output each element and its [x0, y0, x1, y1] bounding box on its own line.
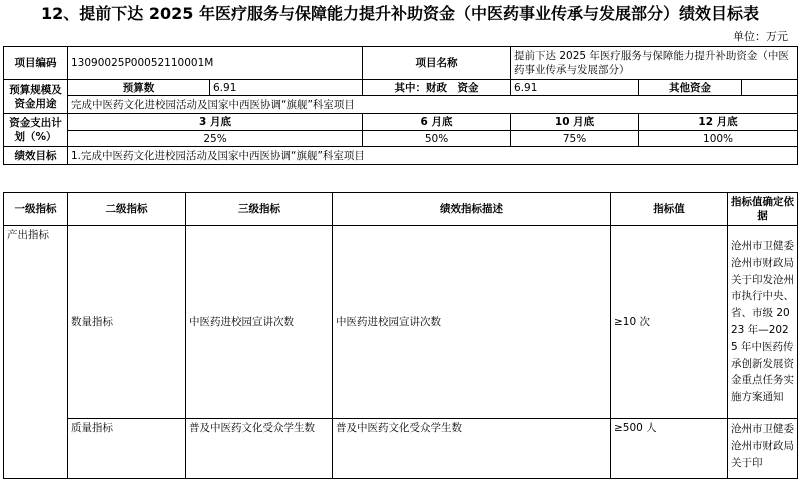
level3-indicator: 中医药进校园宣讲次数	[186, 226, 333, 419]
project-name-label: 项目名称	[363, 47, 511, 80]
expenditure-plan-label: 资金支出计划（%）	[4, 114, 68, 147]
percent-q4: 100%	[639, 131, 798, 147]
header-level1: 一级指标	[4, 193, 68, 226]
indicator-desc: 中医药进校园宣讲次数	[333, 226, 611, 419]
other-funds	[742, 80, 798, 96]
level2-indicator: 数量指标	[68, 226, 186, 419]
unit-label: 单位：万元	[733, 30, 788, 43]
month-q4: 12 月底	[639, 114, 798, 131]
level2-indicator: 质量指标	[68, 419, 186, 479]
header-desc: 绩效指标描述	[333, 193, 611, 226]
percent-q1: 25%	[68, 131, 363, 147]
budget-scale-label: 预算规模及资金用途	[4, 80, 68, 114]
budget-amount: 6.91	[210, 80, 363, 96]
month-q3: 10 月底	[511, 114, 639, 131]
indicator-value: ≥10 次	[611, 226, 728, 419]
month-q2: 6 月底	[363, 114, 511, 131]
level3-indicator: 普及中医药文化受众学生数	[186, 419, 333, 479]
fiscal-funds-label: 其中：财政 资金	[363, 80, 511, 96]
indicator-basis: 沧州市卫健委沧州市财政局关于印发沧州市执行中央、省、市级 2023 年—2025 年中医药传承创新发展资金重点任务实施方案通知	[728, 226, 798, 419]
project-info-table	[3, 46, 798, 165]
header-level2: 二级指标	[68, 193, 186, 226]
project-name: 提前下达 2025 年医疗服务与保障能力提升补助资金（中医药事业传承与发展部分）	[511, 47, 798, 80]
fund-use: 完成中医药文化进校园活动及国家中西医协调“旗舰”科室项目	[68, 96, 798, 114]
percent-q3: 75%	[511, 131, 639, 147]
other-funds-label: 其他资金	[639, 80, 742, 96]
project-code-label: 项目编码	[4, 47, 68, 80]
budget-amount-label: 预算数	[68, 80, 210, 96]
fiscal-funds: 6.91	[511, 80, 639, 96]
indicator-basis: 沧州市卫健委沧州市财政局关于印	[728, 419, 798, 479]
page-title: 12、提前下达 2025 年医疗服务与保障能力提升补助资金（中医药事业传承与发展部分）绩效目标表	[41, 4, 759, 23]
goal-label: 绩效目标	[4, 147, 68, 165]
month-q1: 3 月底	[68, 114, 363, 131]
table-row	[4, 226, 798, 419]
goal: 1.完成中医药文化进校园活动及国家中西医协调“旗舰”科室项目	[68, 147, 798, 165]
header-basis: 指标值确定依据	[728, 193, 798, 226]
indicator-desc: 普及中医药文化受众学生数	[333, 419, 611, 479]
header-level3: 三级指标	[186, 193, 333, 226]
project-code: 13090025P00052110001M	[68, 47, 363, 80]
indicator-value: ≥500 人	[611, 419, 728, 479]
performance-indicators-table	[3, 192, 798, 479]
level1-indicator: 产出指标	[4, 226, 68, 479]
header-value: 指标值	[611, 193, 728, 226]
table-row	[4, 419, 798, 479]
percent-q2: 50%	[363, 131, 511, 147]
